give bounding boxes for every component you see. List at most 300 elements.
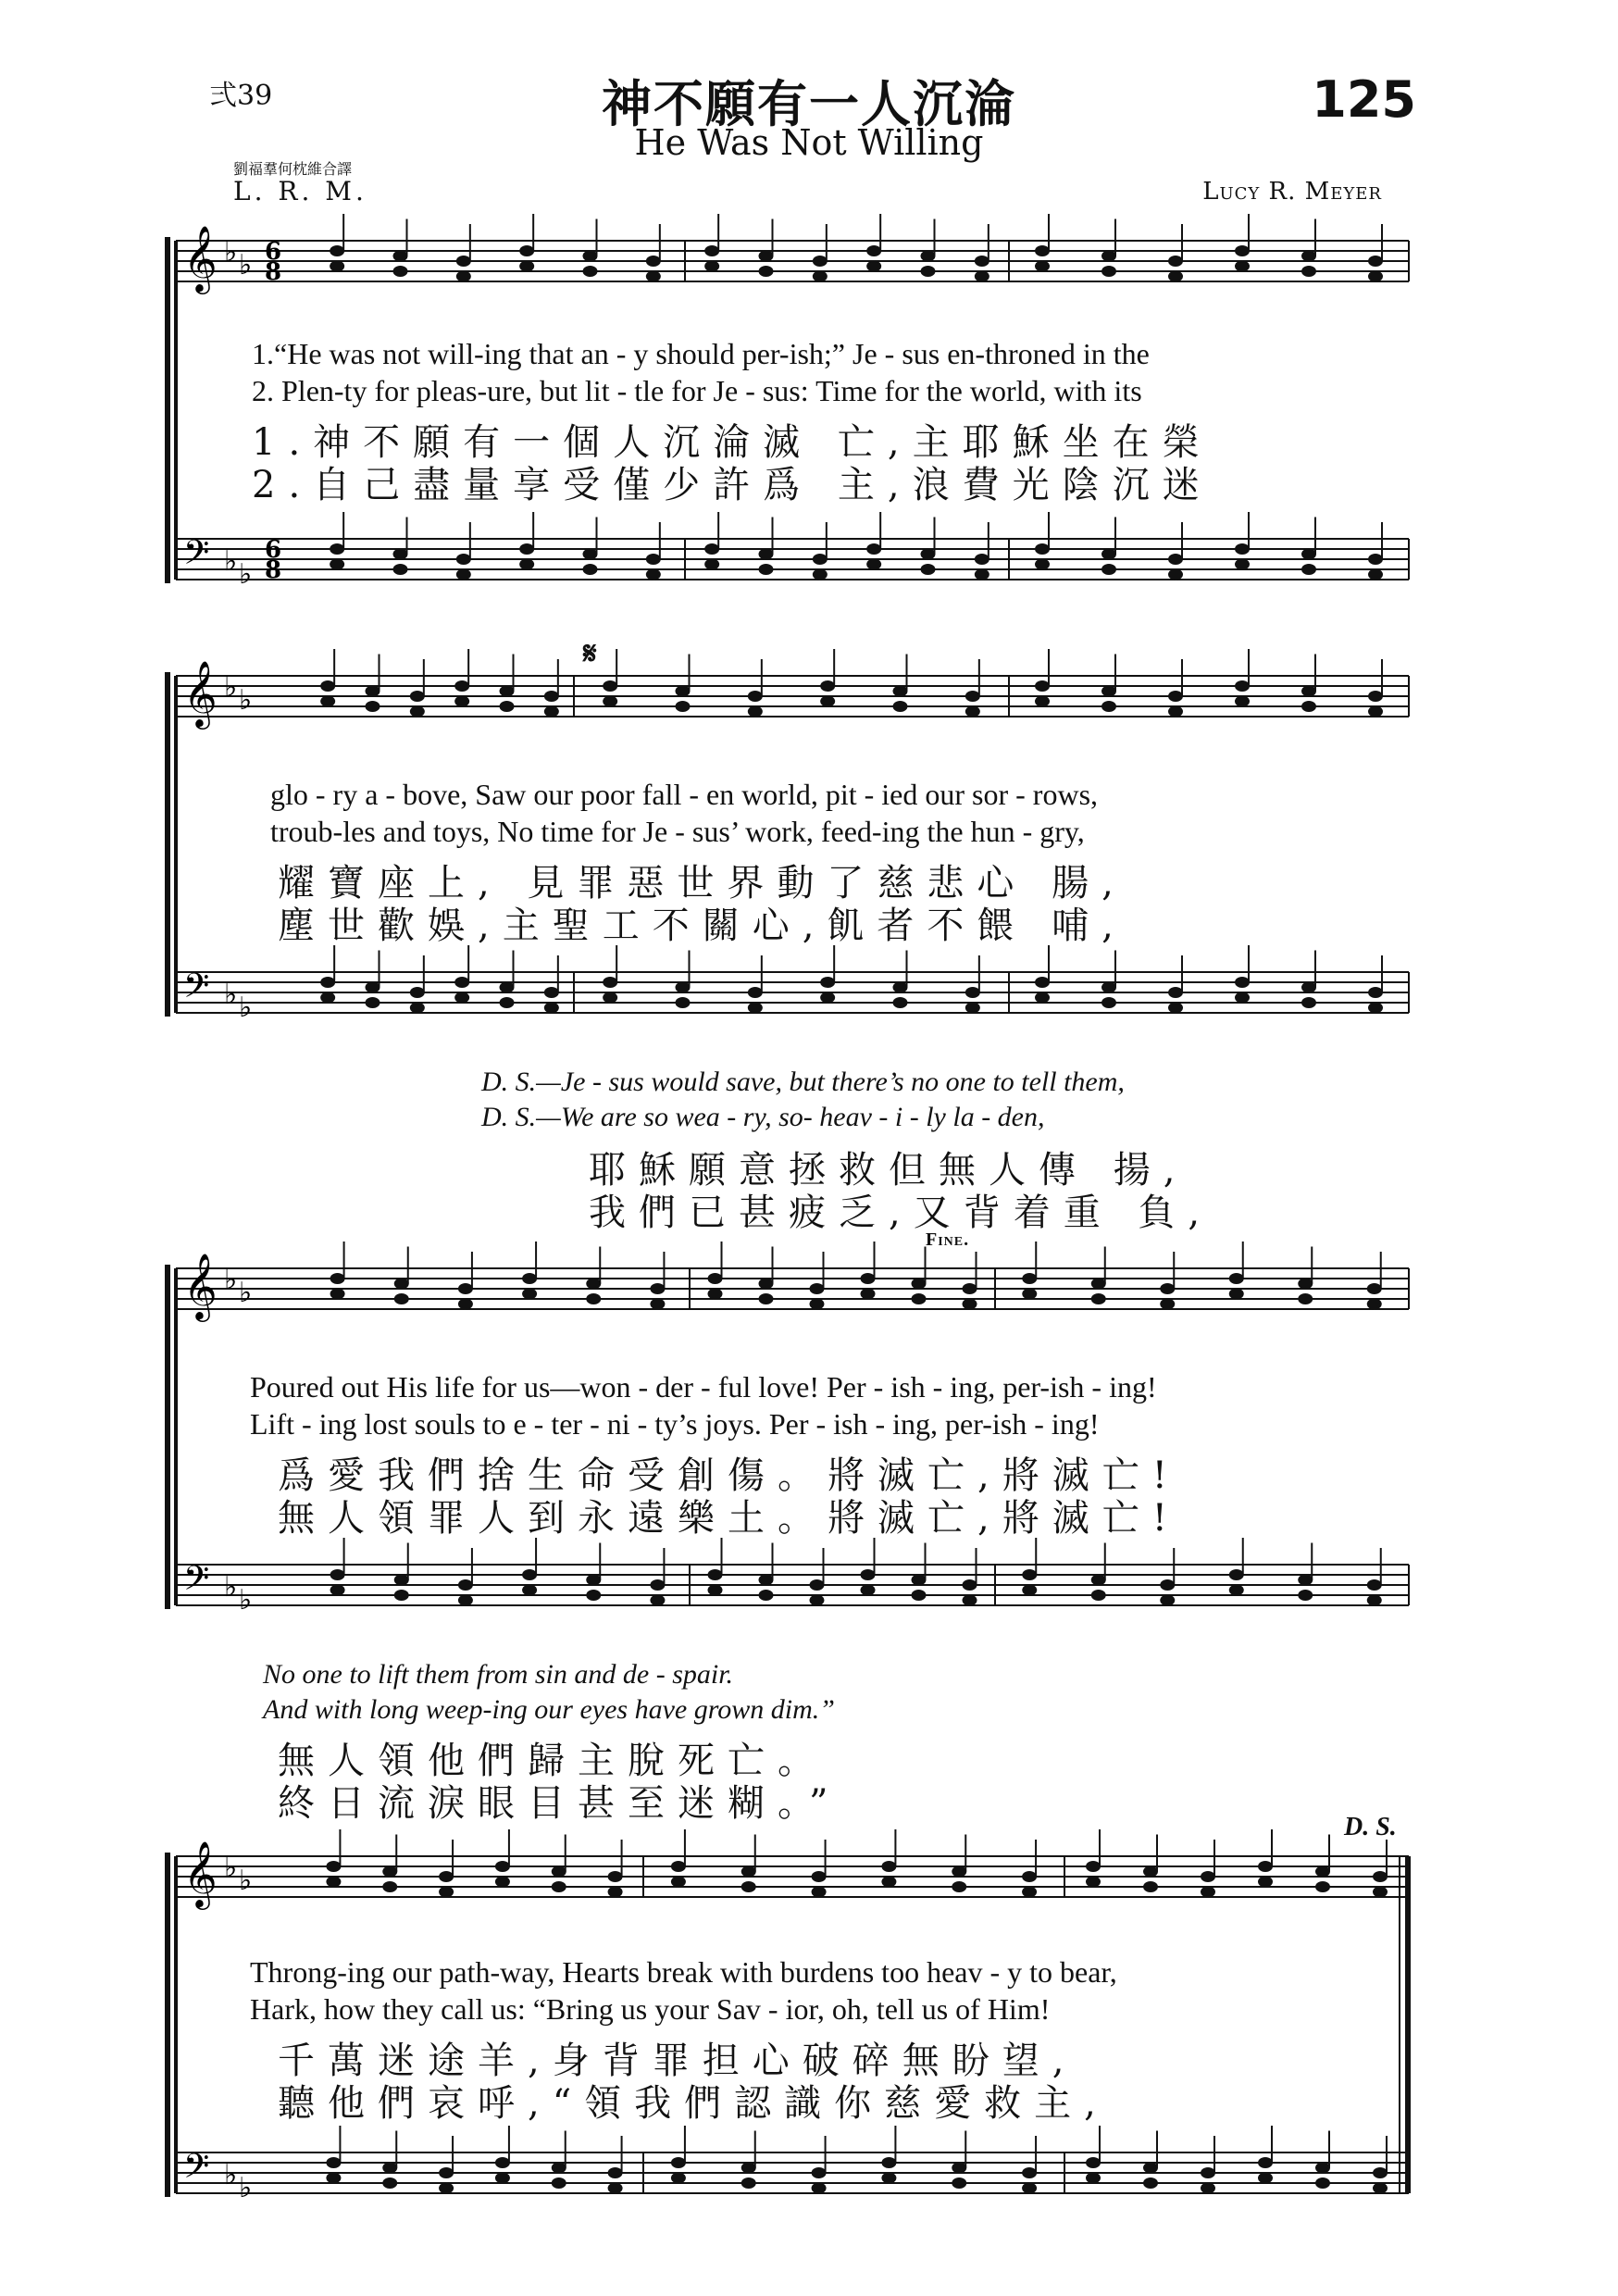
lyric-line: 1.神不願有一個人沉淪滅 亡,主耶穌坐在榮 [252, 421, 1213, 464]
hymn-number: 125 [1312, 70, 1416, 129]
note-head [522, 1289, 537, 1300]
note-head [1229, 1273, 1244, 1284]
note-head [912, 1590, 927, 1601]
note-head [881, 2173, 896, 2184]
note-head [921, 549, 936, 560]
note-head [1235, 977, 1250, 988]
note-head [330, 245, 344, 256]
note-head [650, 1299, 665, 1310]
note-head [1315, 2163, 1330, 2174]
flat-icon: ♭ [224, 1264, 238, 1296]
lyric-line: No one to lift them from sin and de - spair. [263, 1659, 734, 1690]
note-head [608, 2183, 623, 2194]
note-head [952, 2163, 966, 2174]
note-head [893, 982, 908, 993]
note-head [1301, 564, 1316, 575]
note-head [1315, 2177, 1330, 2189]
note-head [1258, 2157, 1273, 2168]
note-head [519, 543, 534, 555]
note-head [646, 256, 661, 267]
note-head [544, 987, 559, 998]
note-head [1201, 1871, 1215, 1882]
note-head [1168, 1003, 1183, 1014]
lyric-line: Poured out His life for us—won - der - ful love! Per - ish - ing, per-ish - ing! [250, 1370, 1157, 1404]
note-head [1201, 1887, 1215, 1898]
note-head [366, 982, 380, 993]
note-head [1229, 1289, 1244, 1300]
note-head [820, 992, 835, 1004]
note-head [1373, 2183, 1388, 2194]
note-head [603, 977, 617, 988]
note-head [320, 680, 335, 692]
note-head [810, 1595, 825, 1606]
note-head [704, 261, 719, 272]
note-head [1168, 569, 1183, 580]
note-head [456, 256, 471, 267]
note-head [1101, 701, 1116, 712]
note-head [382, 1881, 397, 1892]
note-head [1160, 1299, 1175, 1310]
ds-lyric-line: D. S.—Je - sus would save, but there’s no one to tell them, [481, 1067, 1125, 1097]
note-head [965, 691, 980, 702]
note-head [881, 1861, 896, 1872]
note-head [1298, 1590, 1313, 1601]
note-head [330, 261, 344, 272]
note-head [1258, 1877, 1273, 1888]
note-head [704, 543, 719, 555]
note-head [646, 271, 661, 282]
note-head [366, 997, 380, 1008]
note-head [330, 1585, 345, 1596]
note-head [519, 261, 534, 272]
lyric-line: 無人領罪人到永遠樂土。將滅亡,將滅亡! [278, 1497, 1180, 1540]
note-head [965, 1003, 980, 1014]
note-head [330, 1273, 345, 1284]
note-head [704, 559, 719, 570]
note-head [544, 1003, 559, 1014]
note-head [965, 706, 980, 718]
note-head [704, 245, 719, 256]
note-head [1168, 987, 1183, 998]
note-head [893, 686, 908, 697]
ds-prefix: D. S.— [481, 1067, 561, 1097]
note-head [1143, 1866, 1158, 1878]
note-head [454, 696, 469, 707]
note-head [861, 1569, 876, 1580]
note-head [820, 680, 835, 692]
catalog-mark: 弍39 [209, 80, 273, 112]
note-head [393, 266, 408, 277]
note-head [963, 1299, 977, 1310]
bass-clef-icon: 𝄢 [183, 967, 210, 1014]
note-head [1035, 680, 1050, 692]
note-head [881, 2157, 896, 2168]
note-head [439, 2183, 454, 2194]
composer-credit: Lucy R. Meyer [1202, 178, 1382, 206]
note-head [963, 1283, 977, 1294]
note-head [519, 245, 534, 256]
note-head [410, 706, 425, 718]
note-head [382, 2177, 397, 2189]
note-head [439, 1887, 454, 1898]
note-head [741, 1866, 756, 1878]
note-head [495, 1861, 510, 1872]
note-head [495, 2173, 510, 2184]
note-head [1143, 2177, 1158, 2189]
ds-marking: D. S. [1344, 1813, 1397, 1841]
final-barline [1405, 1856, 1411, 2193]
note-head [1160, 1579, 1175, 1591]
fine-marking: Fine. [926, 1229, 970, 1250]
ds-lyric-line: D. S.—We are so wea - ry, so- heav - i - ly la - den, [481, 1102, 1045, 1132]
note-head [608, 2167, 623, 2178]
note-head [586, 1590, 601, 1601]
note-head [394, 1293, 409, 1304]
note-head [454, 992, 469, 1004]
note-head [1298, 1575, 1313, 1586]
note-head [326, 1877, 341, 1888]
note-head [748, 1003, 763, 1014]
note-head [1301, 701, 1316, 712]
note-head [650, 1595, 665, 1606]
note-head [1235, 559, 1250, 570]
note-head [866, 245, 881, 256]
flat-icon: ♭ [239, 1865, 253, 1897]
note-head [1022, 2167, 1037, 2178]
note-head [1168, 706, 1183, 718]
note-head [366, 686, 380, 697]
note-head [912, 1575, 927, 1586]
note-head [583, 266, 598, 277]
note-head [975, 256, 989, 267]
note-head [676, 997, 691, 1008]
note-head [458, 1299, 473, 1310]
treble-clef-icon: 𝄞 [183, 1252, 218, 1319]
note-head [608, 1887, 623, 1898]
note-head [1373, 1871, 1388, 1882]
treble-clef-icon: 𝄞 [183, 224, 218, 292]
note-head [458, 1595, 473, 1606]
note-head [813, 256, 828, 267]
note-head [366, 701, 380, 712]
note-head [439, 2167, 454, 2178]
lyric-line: troub-les and toys, No time for Je - sus’ work, feed-ing the hun - gry, [270, 815, 1085, 848]
note-head [1035, 543, 1050, 555]
lyric-line: 塵世歡娛,主聖工不關心,飢者不餵 哺, [278, 905, 1126, 947]
note-head [454, 977, 469, 988]
note-head [1160, 1283, 1175, 1294]
note-head [1086, 2173, 1101, 2184]
note-head [1091, 1590, 1106, 1601]
note-head [522, 1585, 537, 1596]
note-head [326, 2173, 341, 2184]
note-head [810, 1579, 825, 1591]
note-head [813, 569, 828, 580]
note-head [1022, 1887, 1037, 1898]
note-head [393, 549, 408, 560]
flat-icon: ♭ [224, 236, 238, 268]
flat-icon: ♭ [224, 1852, 238, 1884]
note-head [495, 1877, 510, 1888]
note-head [812, 2167, 827, 2178]
time-signature: 6 [265, 536, 282, 564]
flat-icon: ♭ [239, 2172, 253, 2204]
note-head [963, 1595, 977, 1606]
note-head [810, 1299, 825, 1310]
lyric-line: Lift - ing lost souls to e - ter - ni - ty’s joys. Per - ish - ing, per-ish - ing! [250, 1407, 1100, 1441]
note-head [671, 2173, 686, 2184]
note-head [676, 982, 691, 993]
note-head [759, 1590, 774, 1601]
note-head [1101, 982, 1116, 993]
note-head [1086, 1877, 1101, 1888]
note-head [608, 1871, 623, 1882]
note-head [893, 701, 908, 712]
note-head [741, 2163, 756, 2174]
note-head [1168, 271, 1183, 282]
flat-icon: ♭ [224, 545, 238, 578]
note-head [975, 271, 989, 282]
note-head [759, 1279, 774, 1290]
note-head [708, 1273, 723, 1284]
note-head [1368, 256, 1383, 267]
flat-icon: ♭ [224, 979, 238, 1011]
note-head [456, 271, 471, 282]
note-head [1301, 982, 1316, 993]
note-head [1235, 543, 1250, 555]
flat-icon: ♭ [224, 671, 238, 704]
note-head [813, 271, 828, 282]
note-head [495, 2157, 510, 2168]
note-head [320, 992, 335, 1004]
note-head [330, 543, 344, 555]
note-head [671, 2157, 686, 2168]
note-head [458, 1283, 473, 1294]
note-head [1368, 554, 1383, 565]
note-head [1201, 2167, 1215, 2178]
note-head [1373, 2167, 1388, 2178]
note-head [1035, 977, 1050, 988]
note-head [586, 1293, 601, 1304]
note-head [952, 2177, 966, 2189]
note-head [650, 1283, 665, 1294]
lyric-line: 聽他們哀呼,“領我們認識你慈愛救主, [278, 2082, 1109, 2125]
note-head [1143, 1881, 1158, 1892]
note-head [454, 680, 469, 692]
note-head [912, 1279, 927, 1290]
note-head [583, 549, 598, 560]
note-head [1368, 706, 1383, 718]
note-head [1235, 696, 1250, 707]
note-head [893, 997, 908, 1008]
lyric-line: 千萬迷途羊,身背罪担心破碎無盼望, [278, 2040, 1077, 2082]
note-head [1101, 997, 1116, 1008]
note-head [1367, 1579, 1382, 1591]
ds-prefix: D. S.— [481, 1102, 561, 1132]
note-head [394, 1279, 409, 1290]
time-signature: 6 [265, 238, 282, 266]
note-head [1298, 1279, 1313, 1290]
note-head [921, 251, 936, 262]
bass-clef-icon: 𝄢 [183, 2147, 210, 2194]
note-head [552, 1866, 566, 1878]
note-head [1086, 1861, 1101, 1872]
note-head [500, 701, 515, 712]
note-head [458, 1579, 473, 1591]
note-head [1373, 1887, 1388, 1898]
lyric-line: 2. Plen-ty for pleas-ure, but lit - tle for Je - sus: Time for the world, with its [252, 374, 1142, 407]
treble-clef-icon: 𝄞 [183, 1840, 218, 1907]
hymn-title-chinese: 神不願有一人沉淪 [602, 74, 1016, 133]
note-head [676, 701, 691, 712]
note-head [1143, 2163, 1158, 2174]
note-head [748, 691, 763, 702]
flat-icon: ♭ [239, 1584, 253, 1616]
note-head [552, 2177, 566, 2189]
note-head [519, 559, 534, 570]
note-head [1101, 549, 1116, 560]
note-head [975, 554, 989, 565]
translators-credit: 劉福羣何枕維合譯 [233, 160, 353, 178]
flat-icon: ♭ [239, 992, 253, 1024]
note-head [330, 559, 344, 570]
note-head [708, 1585, 723, 1596]
lyric-line: 耶穌願意拯救但無人傳 揚, [589, 1149, 1189, 1192]
note-head [1035, 245, 1050, 256]
note-head [1367, 1283, 1382, 1294]
note-head [326, 1861, 341, 1872]
note-head [741, 2177, 756, 2189]
note-head [921, 564, 936, 575]
note-head [1022, 1569, 1037, 1580]
lyric-line: 耀寶座上, 見罪惡世界動了慈悲心 腸, [278, 862, 1126, 905]
note-head [544, 706, 559, 718]
note-head [1160, 1595, 1175, 1606]
note-head [866, 543, 881, 555]
note-head [1368, 691, 1383, 702]
lyric-line: And with long weep-ing our eyes have grown dim.” [263, 1694, 835, 1725]
note-head [741, 1881, 756, 1892]
flat-icon: ♭ [239, 558, 253, 591]
note-head [866, 559, 881, 570]
note-head [1301, 549, 1316, 560]
note-head [759, 549, 774, 560]
note-head [1298, 1293, 1313, 1304]
segno-sign: 𝄋 [583, 637, 597, 671]
note-head [1022, 2183, 1037, 2194]
note-head [975, 569, 989, 580]
bass-clef-icon: 𝄢 [183, 1559, 210, 1606]
note-head [866, 261, 881, 272]
note-head [1315, 1881, 1330, 1892]
flat-icon: ♭ [239, 249, 253, 281]
lyric-line: 1.“He was not will-ing that an - y should per-ish;” Je - sus en-throned in the [252, 337, 1150, 370]
system-brace [165, 237, 170, 583]
note-head [759, 266, 774, 277]
note-head [552, 2163, 566, 2174]
note-head [410, 987, 425, 998]
note-head [1301, 686, 1316, 697]
note-head [1168, 554, 1183, 565]
note-head [320, 696, 335, 707]
note-head [1235, 992, 1250, 1004]
note-head [1101, 266, 1116, 277]
note-head [1368, 569, 1383, 580]
note-head [552, 1881, 566, 1892]
note-head [759, 1293, 774, 1304]
note-head [1035, 261, 1050, 272]
hymn-title-english: He Was Not Willing [634, 122, 984, 163]
note-head [650, 1579, 665, 1591]
lyric-line: 2.自己盡量享受僅少許爲 主,浪費光陰沉迷 [252, 464, 1213, 506]
note-head [912, 1293, 927, 1304]
note-head [676, 686, 691, 697]
lyric-line: 終日流淚眼目甚至迷糊。” [278, 1782, 841, 1825]
note-head [603, 992, 617, 1004]
note-head [1258, 2173, 1273, 2184]
note-head [522, 1273, 537, 1284]
note-head [812, 2183, 827, 2194]
lyric-line: 爲愛我們捨生命受創傷。將滅亡,將滅亡! [278, 1454, 1180, 1497]
note-head [820, 977, 835, 988]
note-head [1091, 1279, 1106, 1290]
note-head [1101, 251, 1116, 262]
note-head [410, 691, 425, 702]
note-head [1022, 1289, 1037, 1300]
note-head [1229, 1585, 1244, 1596]
note-head [382, 2163, 397, 2174]
system-brace [165, 1853, 170, 2197]
note-head [500, 686, 515, 697]
note-head [1235, 245, 1250, 256]
lyric-line: glo - ry a - bove, Saw our poor fall - en world, pit - ied our sor - rows, [270, 778, 1099, 811]
note-head [586, 1279, 601, 1290]
flat-icon: ♭ [239, 684, 253, 717]
note-head [1091, 1293, 1106, 1304]
note-head [393, 564, 408, 575]
system-brace [165, 672, 170, 1017]
note-head [1022, 1871, 1037, 1882]
note-head [586, 1575, 601, 1586]
note-head [1101, 686, 1116, 697]
treble-clef-icon: 𝄞 [183, 659, 218, 727]
note-head [1301, 251, 1316, 262]
note-head [748, 706, 763, 718]
note-head [1035, 559, 1050, 570]
note-head [393, 251, 408, 262]
time-signature: 8 [265, 258, 282, 286]
note-head [708, 1569, 723, 1580]
note-head [952, 1881, 966, 1892]
time-signature: 8 [265, 556, 282, 584]
note-head [330, 1289, 345, 1300]
note-head [382, 1866, 397, 1878]
note-head [330, 1569, 345, 1580]
note-head [1367, 1595, 1382, 1606]
note-head [500, 982, 515, 993]
note-head [603, 680, 617, 692]
lyric-line: 無人領他們歸主脫死亡。 [278, 1740, 828, 1782]
note-head [583, 564, 598, 575]
note-head [812, 1871, 827, 1882]
note-head [671, 1877, 686, 1888]
note-head [1235, 261, 1250, 272]
note-head [500, 997, 515, 1008]
note-head [965, 987, 980, 998]
note-head [881, 1877, 896, 1888]
note-head [410, 1003, 425, 1014]
note-head [861, 1585, 876, 1596]
